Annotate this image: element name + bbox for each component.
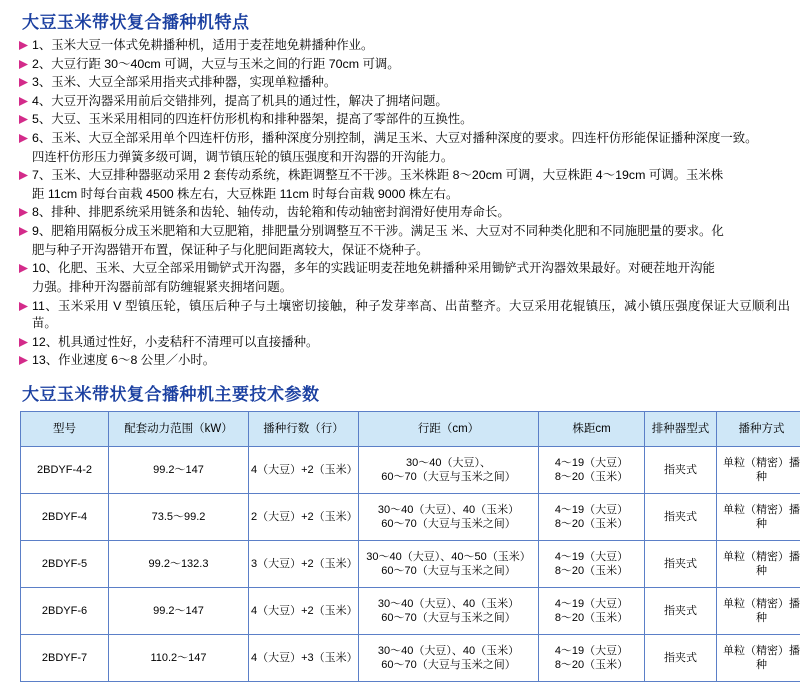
cell-metering-type: 指夹式 (645, 493, 717, 540)
cell-row-count: 4（大豆）+2（玉米） (249, 446, 359, 493)
header-row-count: 播种行数（行） (249, 411, 359, 446)
cell-plant-spacing-line: 8～20（玉米） (541, 658, 642, 672)
cell-row-spacing (359, 446, 539, 493)
feature-text: 四连杆仿形压力弹簧多级可调，调节镇压轮的镇压强度和开沟器的开沟能力。 (32, 149, 790, 167)
cell-row-spacing-line: 60～70（大豆与玉米之间） (361, 470, 536, 484)
cell-plant-spacing-line: 4～19（大豆） (541, 597, 642, 611)
cell-sowing-method: 单粒（精密）播种 (717, 493, 800, 540)
feature-item (18, 93, 790, 111)
feature-text: 5、大豆、玉米采用相同的四连杆仿形机构和排种器架，提高了零部件的互换性。 (32, 111, 790, 129)
cell-row-spacing-line: 30～40（大豆）、40（玉米） (361, 644, 536, 658)
triangle-bullet-icon (18, 352, 32, 366)
header-row-spacing: 行距（cm） (359, 411, 539, 446)
cell-plant-spacing (539, 446, 645, 493)
cell-plant-spacing-line: 8～20（玉米） (541, 517, 642, 531)
cell-plant-spacing-line: 8～20（玉米） (541, 611, 642, 625)
cell-metering-type: 指夹式 (645, 446, 717, 493)
cell-model: 2BDYF-5 (21, 540, 109, 587)
triangle-bullet-icon (18, 204, 32, 218)
table-row (21, 634, 800, 681)
cell-model: 2BDYF-4 (21, 493, 109, 540)
feature-item (18, 352, 790, 370)
triangle-bullet-icon (18, 93, 32, 107)
triangle-bullet-icon (18, 37, 32, 51)
triangle-bullet-icon (18, 111, 32, 125)
feature-text: 6、玉米、大豆全部采用单个四连杆仿形，播种深度分别控制，满足玉米、大豆对播种深度的要求。四连杆仿形能保证播种深度一致。 (32, 130, 790, 148)
cell-model: 2BDYF-6 (21, 587, 109, 634)
feature-text: 4、大豆开沟器采用前后交错排列，提高了机具的通过性，解决了拥堵问题。 (32, 93, 790, 111)
document-page (0, 8, 800, 582)
cell-row-spacing (359, 493, 539, 540)
cell-power: 99.2～132.3 (109, 540, 249, 587)
feature-item (18, 204, 790, 222)
triangle-bullet-icon (18, 130, 32, 144)
cell-row-spacing (359, 587, 539, 634)
specs-table (20, 411, 800, 682)
triangle-bullet-icon (18, 334, 32, 348)
cell-row-count: 2（大豆）+2（玉米） (249, 493, 359, 540)
cell-sowing-method: 单粒（精密）播种 (717, 446, 800, 493)
cell-plant-spacing (539, 540, 645, 587)
feature-text: 1、玉米大豆一体式免耕播种机，适用于麦茬地免耕播种作业。 (32, 37, 790, 55)
feature-item (18, 334, 790, 352)
page-title: 大豆玉米带状复合播种机特点 (22, 8, 800, 33)
cell-row-count: 4（大豆）+2（玉米） (249, 587, 359, 634)
feature-item (18, 223, 790, 241)
feature-list (18, 37, 790, 370)
feature-item (18, 56, 790, 74)
cell-row-spacing-line: 30～40（大豆）、40～50（玉米） (361, 550, 536, 564)
triangle-bullet-icon (18, 167, 32, 181)
cell-power: 99.2～147 (109, 446, 249, 493)
header-sowing-method: 播种方式 (717, 411, 800, 446)
feature-item (18, 279, 790, 297)
cell-power: 73.5～99.2 (109, 493, 249, 540)
feature-item (18, 37, 790, 55)
feature-item (18, 149, 790, 167)
cell-plant-spacing (539, 493, 645, 540)
cell-power: 99.2～147 (109, 587, 249, 634)
cell-row-spacing (359, 634, 539, 681)
feature-item (18, 260, 790, 278)
specs-title: 大豆玉米带状复合播种机主要技术参数 (22, 380, 800, 405)
triangle-bullet-icon (18, 56, 32, 70)
cell-plant-spacing-line: 4～19（大豆） (541, 644, 642, 658)
specs-table-head (21, 411, 800, 446)
feature-text: 9、肥箱用隔板分成玉米肥箱和大豆肥箱，排肥量分别调整互不干涉。满足玉 米、大豆对不同种类化肥和不同施肥量的要求。化 (32, 223, 790, 241)
cell-row-spacing-line: 30～40（大豆）、 (361, 456, 536, 470)
feature-item (18, 298, 790, 333)
table-row (21, 446, 800, 493)
specs-table-body (21, 446, 800, 681)
feature-item (18, 74, 790, 92)
table-row (21, 587, 800, 634)
feature-text: 力强。排种开沟器前部有防缠辊紧夹拥堵问题。 (32, 279, 790, 297)
header-plant-spacing: 株距cm (539, 411, 645, 446)
feature-item (18, 242, 790, 260)
feature-item (18, 111, 790, 129)
cell-row-spacing-line: 30～40（大豆）、40（玉米） (361, 503, 536, 517)
feature-text: 7、玉米、大豆排种器驱动采用 2 套传动系统，株距调整互不干涉。玉米株距 8～20cm 可调，大豆株距 4～19cm 可调。玉米株 (32, 167, 790, 185)
cell-row-spacing-line: 30～40（大豆）、40（玉米） (361, 597, 536, 611)
cell-model: 2BDYF-7 (21, 634, 109, 681)
triangle-bullet-icon (18, 260, 32, 274)
feature-item (18, 167, 790, 185)
feature-text: 3、玉米、大豆全部采用指夹式排种器，实现单粒播种。 (32, 74, 790, 92)
cell-metering-type: 指夹式 (645, 634, 717, 681)
cell-row-spacing-line: 60～70（大豆与玉米之间） (361, 611, 536, 625)
cell-plant-spacing-line: 4～19（大豆） (541, 550, 642, 564)
cell-sowing-method: 单粒（精密）播种 (717, 540, 800, 587)
cell-plant-spacing-line: 8～20（玉米） (541, 470, 642, 484)
feature-item (18, 186, 790, 204)
cell-sowing-method: 单粒（精密）播种 (717, 587, 800, 634)
feature-text: 11、玉米采用 V 型镇压轮，镇压后种子与土壤密切接触，种子发芽率高、出苗整齐。大豆采用花辊镇压，减小镇压强度保证大豆顺利出苗。 (32, 298, 790, 333)
feature-text: 13、作业速度 6～8 公里／小时。 (32, 352, 790, 370)
header-model: 型号 (21, 411, 109, 446)
feature-text: 肥与种子开沟器错开布置，保证种子与化肥间距离较大，保证不烧种子。 (32, 242, 790, 260)
cell-model: 2BDYF-4-2 (21, 446, 109, 493)
cell-metering-type: 指夹式 (645, 587, 717, 634)
feature-text: 10、化肥、玉米、大豆全部采用锄铲式开沟器，多年的实践证明麦茬地免耕播种采用锄铲式开沟器效果最好。对硬茬地开沟能 (32, 260, 790, 278)
feature-text: 12、机具通过性好，小麦秸秆不清理可以直接播种。 (32, 334, 790, 352)
cell-plant-spacing (539, 634, 645, 681)
header-power: 配套动力范围（kW） (109, 411, 249, 446)
table-row (21, 493, 800, 540)
cell-row-spacing-line: 60～70（大豆与玉米之间） (361, 517, 536, 531)
triangle-bullet-icon (18, 74, 32, 88)
cell-row-spacing-line: 60～70（大豆与玉米之间） (361, 564, 536, 578)
cell-plant-spacing-line: 8～20（玉米） (541, 564, 642, 578)
cell-plant-spacing-line: 4～19（大豆） (541, 456, 642, 470)
table-header-row (21, 411, 800, 446)
cell-row-count: 3（大豆）+2（玉米） (249, 540, 359, 587)
table-row (21, 540, 800, 587)
feature-text: 2、大豆行距 30～40cm 可调，大豆与玉米之间的行距 70cm 可调。 (32, 56, 790, 74)
feature-text: 距 11cm 时每台亩栽 4500 株左右，大豆株距 11cm 时每台亩栽 9000 株左右。 (32, 186, 790, 204)
cell-metering-type: 指夹式 (645, 540, 717, 587)
triangle-bullet-icon (18, 223, 32, 237)
cell-plant-spacing (539, 587, 645, 634)
cell-row-spacing (359, 540, 539, 587)
triangle-bullet-icon (18, 298, 32, 312)
header-metering-type: 排种器型式 (645, 411, 717, 446)
cell-plant-spacing-line: 4～19（大豆） (541, 503, 642, 517)
cell-power: 110.2～147 (109, 634, 249, 681)
feature-item (18, 130, 790, 148)
cell-row-spacing-line: 60～70（大豆与玉米之间） (361, 658, 536, 672)
feature-text: 8、排种、排肥系统采用链条和齿轮、轴传动，齿轮箱和传动轴密封润滑好使用寿命长。 (32, 204, 790, 222)
cell-row-count: 4（大豆）+3（玉米） (249, 634, 359, 681)
cell-sowing-method: 单粒（精密）播种 (717, 634, 800, 681)
